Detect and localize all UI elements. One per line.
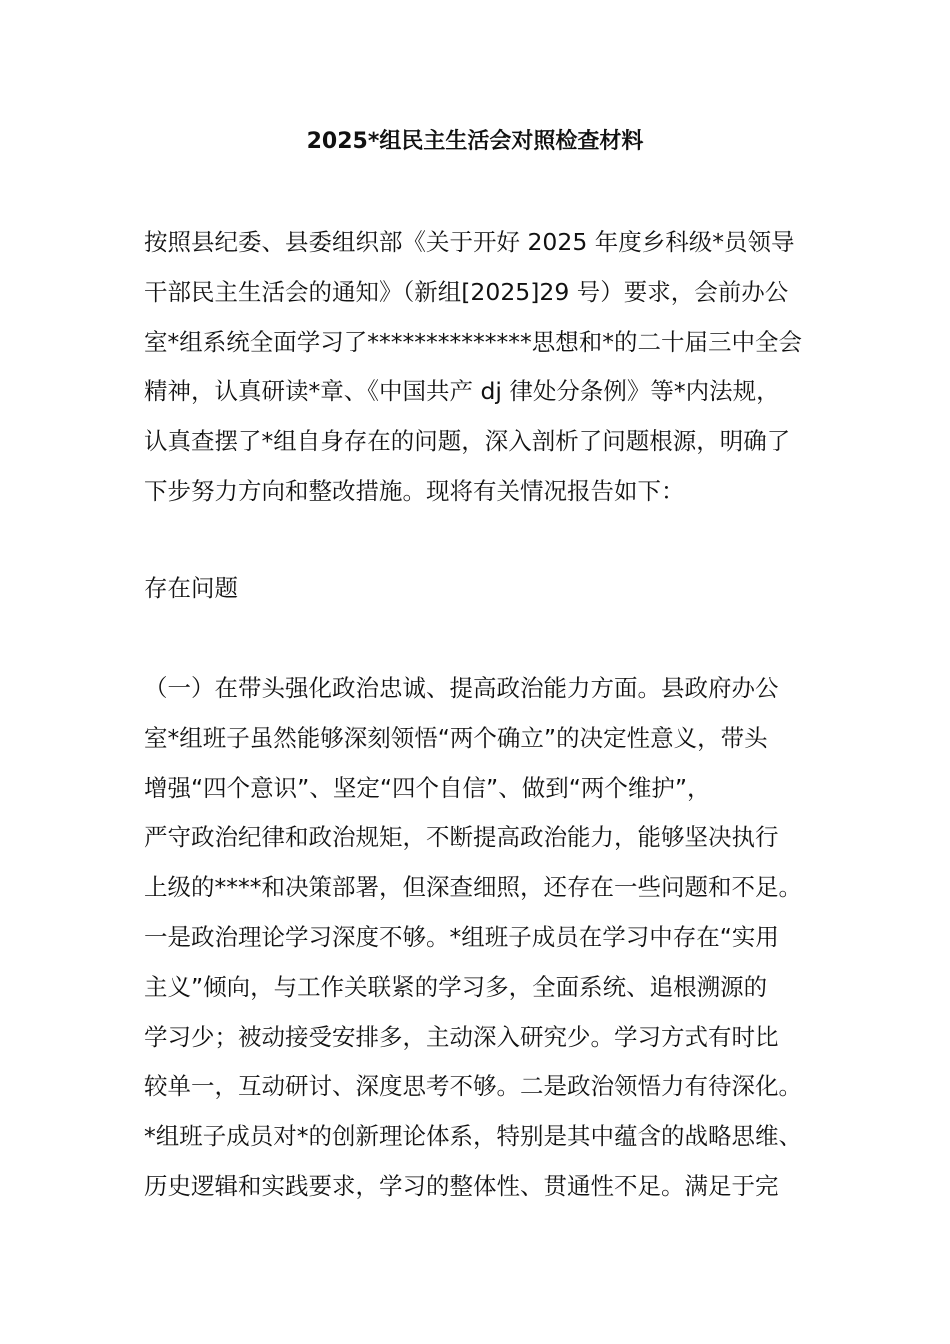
text-line: 学习少；被动接受安排多，主动深入研究少。学习方式有时比 bbox=[144, 1022, 779, 1051]
text-line: 室*组系统全面学习了**************思想和*的二十届三中全会 bbox=[144, 327, 802, 356]
text-line: 历史逻辑和实践要求，学习的整体性、贯通性不足。满足于完 bbox=[144, 1171, 779, 1200]
document-title: 2025*组民主生活会对照检查材料 bbox=[306, 129, 644, 154]
text-line: 较单一，互动研讨、深度思考不够。二是政治领悟力有待深化。 bbox=[144, 1072, 802, 1101]
text-line: 主义”倾向，与工作关联紧的学习多，全面系统、追根溯源的 bbox=[144, 972, 768, 1001]
text-line: 室*组班子虽然能够深刻领悟“两个确立”的决定性意义，带头 bbox=[144, 723, 768, 752]
text-line: 下步努力方向和整改措施。现将有关情况报告如下： bbox=[144, 476, 685, 505]
text-line: 增强“四个意识”、坚定“四个自信”、做到“两个维护”， bbox=[144, 773, 711, 802]
text-line: （一）在带头强化政治忠诚、提高政治能力方面。县政府办公 bbox=[144, 674, 779, 702]
section-heading-text: 存在问题 bbox=[144, 574, 238, 602]
text-line: 按照县纪委、县委组织部《关于开好 2025 年度乡科级*员领导 bbox=[144, 228, 795, 256]
text-line: 认真查摆了*组自身存在的问题，深入剖析了问题根源，明确了 bbox=[144, 427, 791, 456]
text-line: 上级的****和决策部署，但深查细照，还存在一些问题和不足。 bbox=[144, 873, 802, 902]
text-line: 严守政治纪律和政治规矩，不断提高政治能力，能够坚决执行 bbox=[144, 823, 779, 852]
section-heading bbox=[144, 564, 844, 614]
intro-paragraph bbox=[144, 218, 844, 517]
text-line: *组班子成员对*的创新理论体系，特别是其中蕴含的战略思维、 bbox=[144, 1122, 802, 1151]
section1-paragraph bbox=[144, 664, 844, 1212]
text-line: 干部民主生活会的通知》（新组[2025]29 号）要求，会前办公 bbox=[144, 277, 789, 306]
text-line: 精神，认真研读*章、《中国共产 dj 律处分条例》等*内法规， bbox=[144, 377, 780, 406]
text-line: 一是政治理论学习深度不够。*组班子成员在学习中存在“实用 bbox=[144, 922, 779, 951]
